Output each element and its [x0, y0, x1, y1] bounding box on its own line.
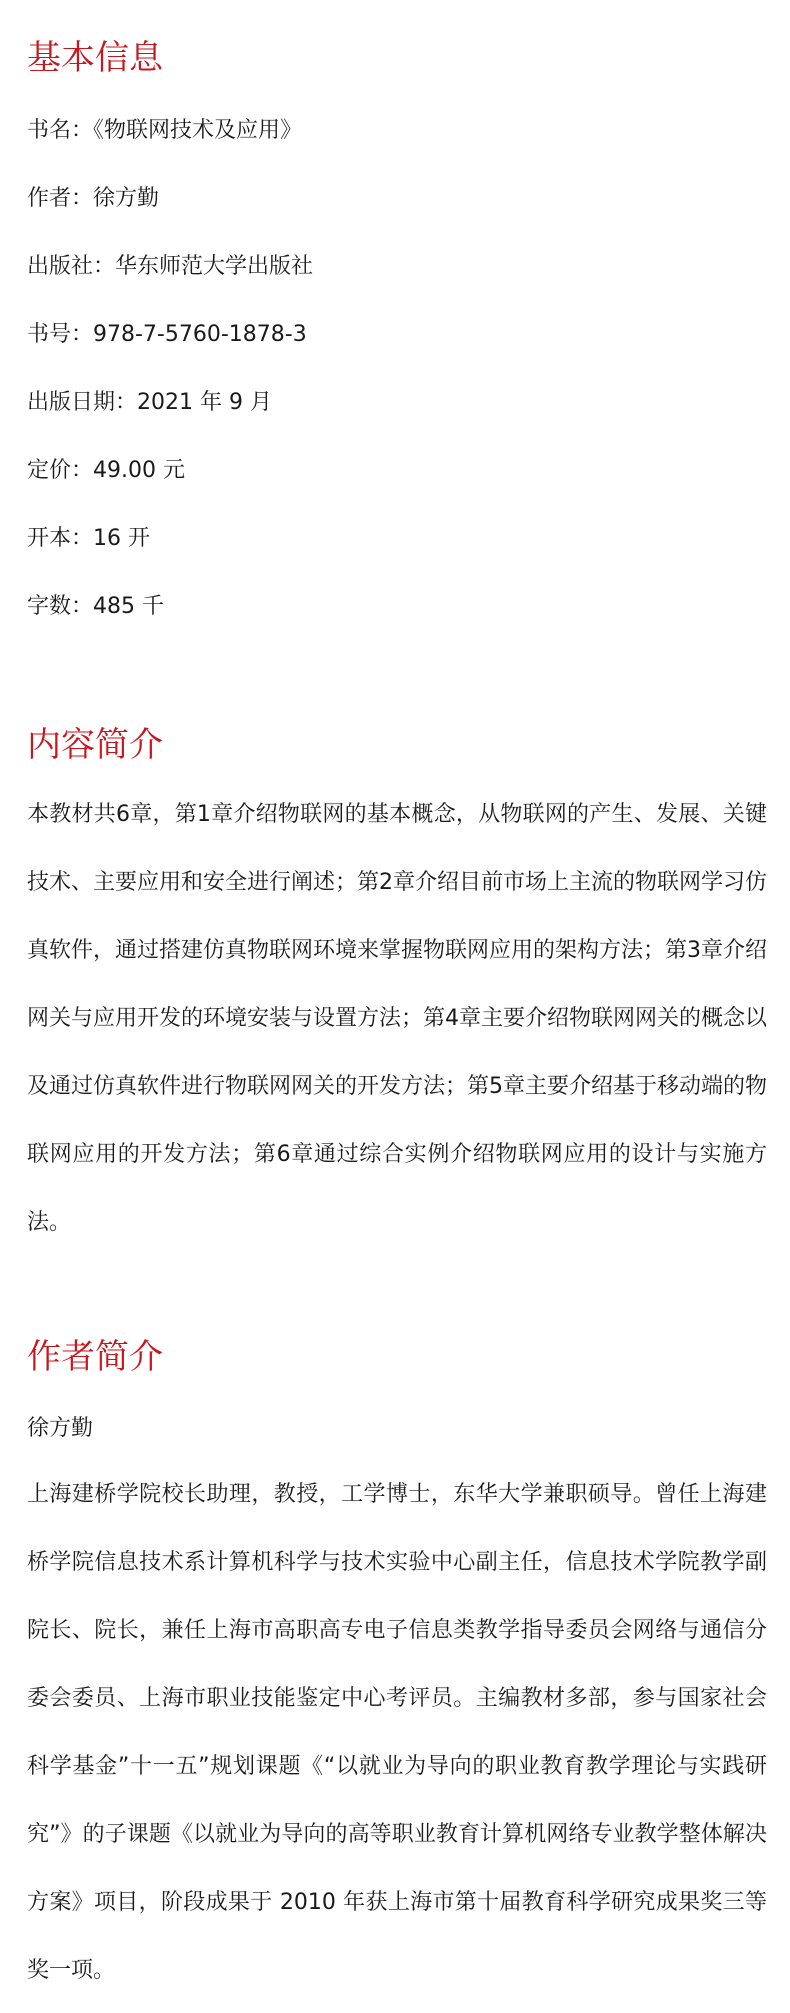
info-price: 定价：49.00 元 — [27, 458, 185, 483]
author-bio-text: 上海建桥学院校长助理，教授，工学博士，东华大学兼职硕导。曾任上海建桥学院信息技术系计算机科学与技术实验中心副主任，信息技术学院教学副院长、院长，兼任上海市高职高专电子信息类教学指导委员会网络与通信分委会委员、上海市职业技能鉴定中心考评员。主编教材多部，参与国家社会科学基金”十一五”规划课题《“以就业为导向的职业教育教学理论与实践研究”》的子课题《以就业为导向的高等职业教育计算机网络专业教学整体解决方案》项目，阶段成果于 2010 年获上海市第十届教育科学研究成果奖三等奖一项。 — [27, 1482, 767, 1983]
basic-info-heading: 基本信息 — [27, 38, 163, 78]
info-publisher: 出版社：华东师范大学出版社 — [27, 254, 314, 279]
info-word-count: 字数：485 千 — [27, 594, 164, 619]
info-format: 开本：16 开 — [27, 526, 150, 551]
info-isbn: 书号：978-7-5760-1878-3 — [27, 322, 307, 347]
info-pub-date: 出版日期：2021 年 9 月 — [27, 390, 272, 415]
info-author: 作者：徐方勤 — [27, 186, 160, 211]
author-name: 徐方勤 — [27, 1416, 94, 1441]
author-intro-heading: 作者简介 — [27, 1337, 163, 1377]
content-intro-text: 本教材共6章，第1章介绍物联网的基本概念，从物联网的产生、发展、关键技术、主要应用和安全进行阐述；第2章介绍目前市场上主流的物联网学习仿真软件，通过搭建仿真物联网环境来掌握物联网应用的架构方法；第3章介绍网关与应用开发的环境安装与设置方法；第4章主要介绍物联网网关的概念以及通过仿真软件进行物联网网关的开发方法；第5章主要介绍基于移动端的物联网应用的开发方法；第6章通过综合实例介绍物联网应用的设计与实施方法。 — [27, 802, 767, 1235]
info-book-title: 书名：《物联网技术及应用》 — [27, 118, 303, 143]
content-intro-heading: 内容简介 — [27, 725, 163, 765]
